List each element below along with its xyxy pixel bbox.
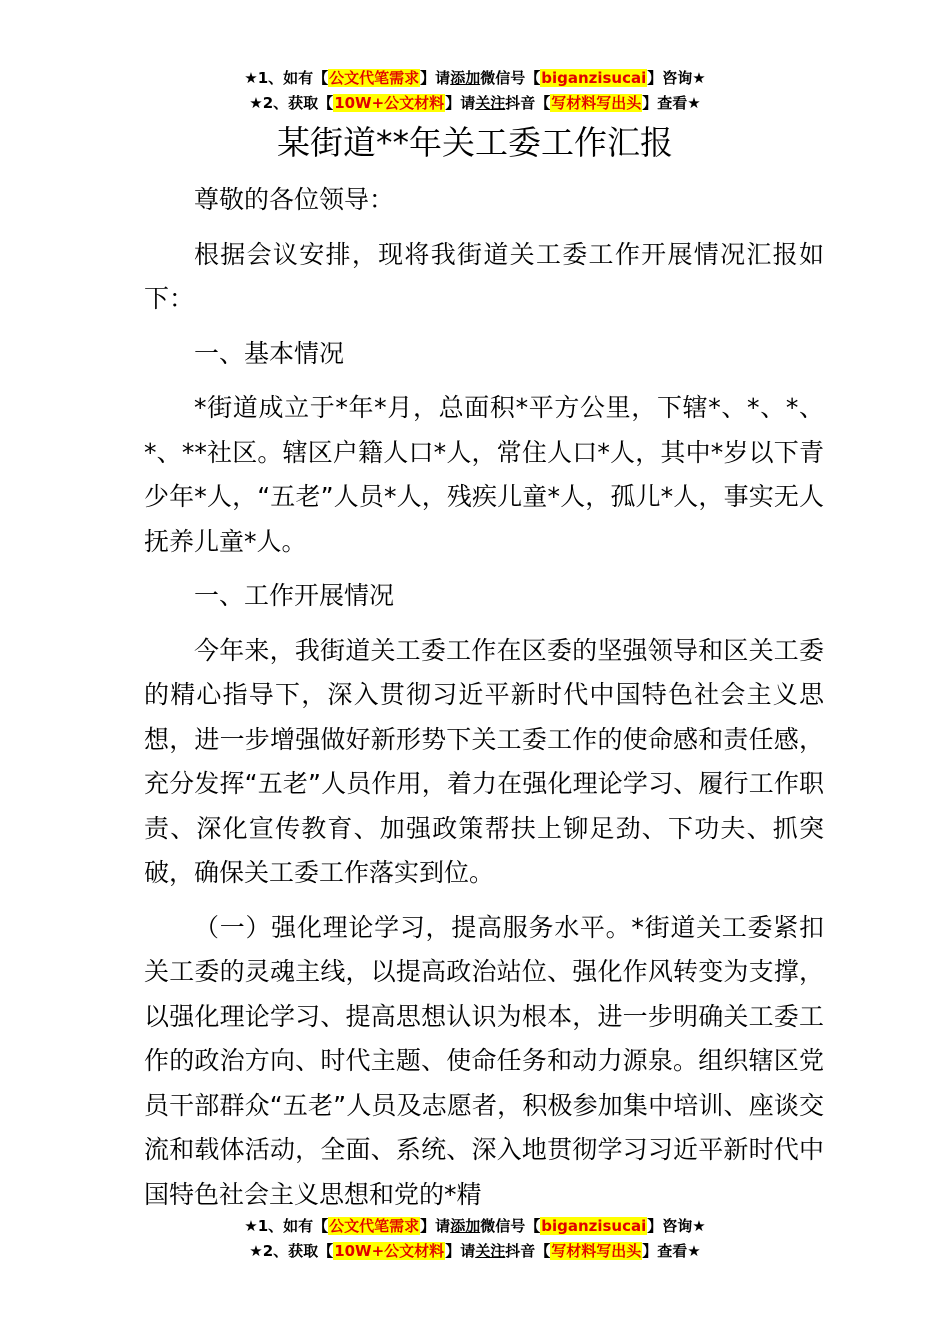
banner-text: 】请 (420, 1217, 451, 1235)
document-title: 某街道**年关工委工作汇报 (277, 123, 673, 162)
banner-highlight: biganzisucai (541, 69, 647, 87)
banner-text: 】查看★ (642, 1242, 701, 1260)
banner-text: ★2、获取【 (249, 94, 334, 112)
banner-highlight: 写材料写出头 (551, 1242, 642, 1260)
banner-emphasis: 关注 (475, 94, 506, 112)
paragraph-theory-study: （一）强化理论学习，提高服务水平。*街道关工委紧扣关工委的灵魂主线，以提高政治站位、强化作风转变为支撑，以强化理论学习、提高思想认识为根本，进一步明确关工委工作的政治方向、时代主题、使命任务和动力源泉。组织辖区党员干部群众“五老”人员及志愿者，积极参加集中培训、座谈交流和载体活动，全面、系统、深入地贯彻学习习近平新时代中国特色社会主义思想和党的*精 (144, 912, 824, 1209)
banner-highlight: 公文代笔需求 (329, 1217, 420, 1235)
paragraph-intro: 根据会议安排，现将我街道关工委工作开展情况汇报如下： (144, 239, 824, 313)
section-heading-basic: 一、基本情况 (194, 338, 345, 368)
paragraph-basic-info: *街道成立于*年*月，总面积*平方公里，下辖*、*、*、*、**社区。辖区户籍人口*人，常住人口*人，其中*岁以下青少年*人，“五老”人员*人，残疾儿童*人，孤儿*人，事实无人抚养儿童*人。 (144, 393, 824, 556)
banner-text: 】查看★ (642, 94, 701, 112)
banner-text: ★1、如有【 (244, 1217, 329, 1235)
banner-line-1 (0, 66, 950, 91)
banner-text: 】咨询★ (647, 69, 706, 87)
banner-text: ★2、获取【 (249, 1242, 334, 1260)
banner-emphasis: 添加 (450, 69, 481, 87)
banner-emphasis: 关注 (475, 1242, 506, 1260)
header-banner (0, 66, 950, 116)
banner-text: ★1、如有【 (244, 69, 329, 87)
banner-highlight: 10W+公文材料 (334, 94, 445, 112)
banner-highlight: 写材料写出头 (551, 94, 642, 112)
banner-text: 】请 (445, 1242, 476, 1260)
banner-text: 】请 (445, 94, 476, 112)
banner-text: 微信号【 (480, 1217, 541, 1235)
banner-text: 】请 (420, 69, 451, 87)
banner-line-2 (0, 1239, 950, 1264)
banner-highlight: 10W+公文材料 (334, 1242, 445, 1260)
banner-line-1 (0, 1214, 950, 1239)
banner-highlight: 公文代笔需求 (329, 69, 420, 87)
document-body (144, 178, 824, 1227)
banner-text: 抖音【 (505, 1242, 551, 1260)
banner-highlight: biganzisucai (541, 1217, 647, 1235)
banner-line-2 (0, 91, 950, 116)
banner-text: 微信号【 (480, 69, 541, 87)
banner-text: 抖音【 (505, 94, 551, 112)
section-heading-work: 一、工作开展情况 (194, 581, 395, 610)
banner-emphasis: 添加 (450, 1217, 481, 1235)
footer-banner (0, 1214, 950, 1264)
salutation: 尊敬的各位领导： (194, 185, 395, 214)
banner-text: 】咨询★ (647, 1217, 706, 1235)
paragraph-work-overview: 今年来，我街道关工委工作在区委的坚强领导和区关工委的精心指导下，深入贯彻习近平新时代中国特色社会主义思想，进一步增强做好新形势下关工委工作的使命感和责任感，充分发挥“五老”人员作用，着力在强化理论学习、履行工作职责、深化宣传教育、加强政策帮扶上铆足劲、下功夫、抓突破，确保关工委工作落实到位。 (144, 635, 824, 887)
